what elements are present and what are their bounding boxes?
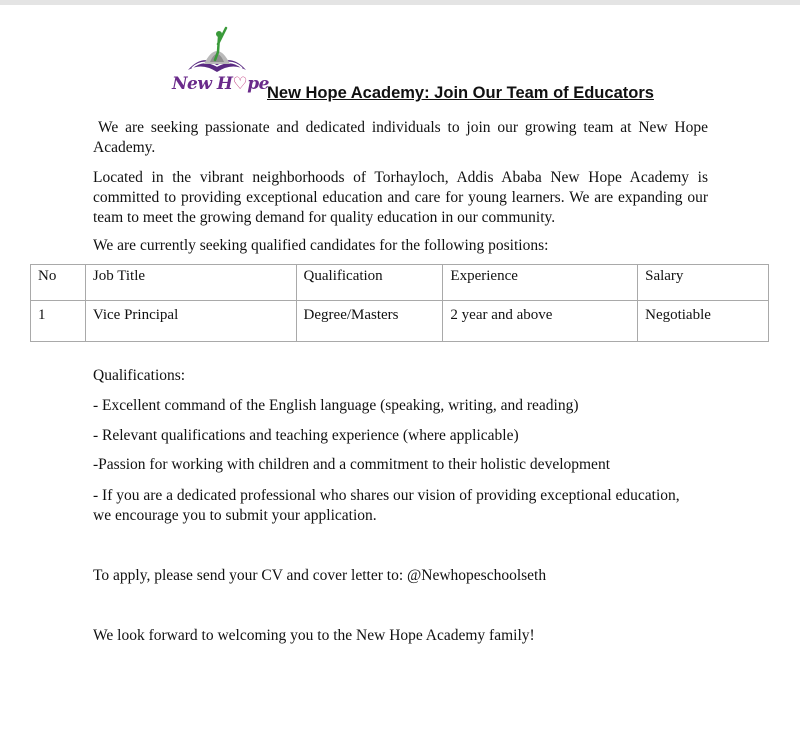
- logo-emblem-icon: [182, 24, 252, 76]
- header-job-title: Job Title: [85, 265, 296, 301]
- positions-intro: We are currently seeking qualified candidates for the following positions:: [93, 237, 549, 254]
- header-experience: Experience: [443, 265, 638, 301]
- header-qualification: Qualification: [296, 265, 443, 301]
- table-row: [31, 301, 769, 342]
- cell-job-title: Vice Principal: [85, 301, 296, 342]
- cell-no: 1: [31, 301, 86, 342]
- about-paragraph: Located in the vibrant neighborhoods of Torhayloch, Addis Ababa New Hope Academy is committed to providing exceptional education and care for young learners. We are expanding our team to meet the growing demand for quality education in our community.: [93, 169, 708, 226]
- qualification-item: - Excellent command of the English language (speaking, writing, and reading): [93, 397, 579, 414]
- cell-salary: Negotiable: [638, 301, 769, 342]
- new-hope-logo: [168, 24, 268, 100]
- cell-qualification: Degree/Masters: [296, 301, 443, 342]
- qualification-item: -Passion for working with children and a commitment to their holistic development: [93, 456, 610, 473]
- header-salary: Salary: [638, 265, 769, 301]
- intro-paragraph: We are seeking passionate and dedicated individuals to join our growing team at New Hope Academy.: [93, 119, 708, 156]
- document-title: New Hope Academy: Join Our Team of Educators: [267, 84, 654, 102]
- apply-instructions: To apply, please send your CV and cover letter to: @Newhopeschoolseth: [93, 567, 547, 584]
- table-header-row: [31, 265, 769, 301]
- positions-table: [30, 264, 769, 342]
- qualification-item: - Relevant qualifications and teaching experience (where applicable): [93, 427, 519, 444]
- qualification-item: - If you are a dedicated professional who shares our vision of providing exceptional education, we encourage you to submit your application.: [93, 487, 680, 524]
- closing-line: We look forward to welcoming you to the New Hope Academy family!: [93, 627, 535, 644]
- qualifications-heading: Qualifications:: [93, 367, 186, 384]
- top-border-strip: [0, 0, 800, 5]
- header-no: No: [31, 265, 86, 301]
- logo-wordmark: New H♡pe: [172, 74, 269, 94]
- cell-experience: 2 year and above: [443, 301, 638, 342]
